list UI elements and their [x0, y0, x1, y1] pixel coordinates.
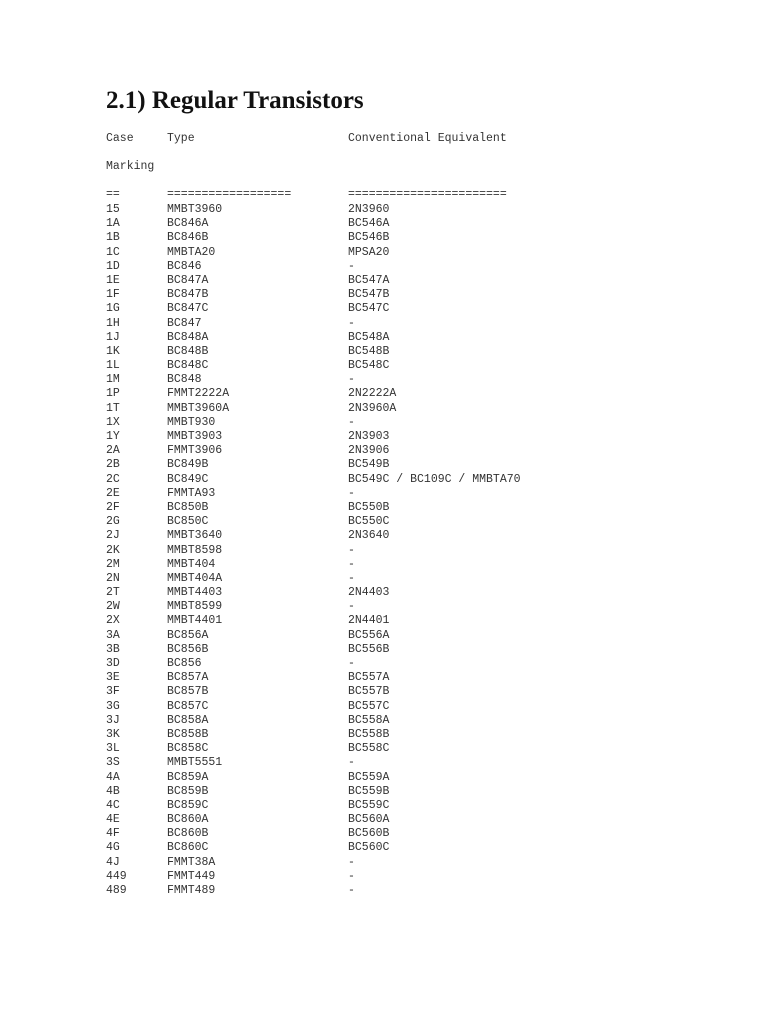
cell-type: BC846A: [167, 217, 209, 231]
table-row: [0, 416, 768, 430]
cell-marking: 2G: [106, 515, 120, 529]
cell-type: BC850B: [167, 500, 209, 514]
table-row: [0, 771, 768, 785]
cell-marking: 1D: [106, 259, 120, 273]
cell-equivalent: BC556B: [348, 642, 390, 656]
cell-marking: 2W: [106, 600, 120, 614]
cell-equivalent: -: [348, 543, 355, 557]
cell-marking: 2A: [106, 444, 120, 458]
cell-type: FMMT489: [167, 884, 216, 897]
cell-equivalent: BC548C: [348, 359, 390, 373]
cell-equivalent: BC547A: [348, 273, 390, 287]
cell-equivalent: BC557C: [348, 699, 390, 713]
cell-equivalent: -: [348, 557, 355, 571]
table-row: [0, 359, 768, 373]
cell-marking: 4C: [106, 798, 120, 812]
cell-equivalent: BC558C: [348, 742, 390, 756]
cell-marking: 2N: [106, 571, 120, 585]
cell-marking: 4G: [106, 841, 120, 855]
separator-type: ==================: [167, 188, 292, 201]
separator-case: ==: [106, 188, 120, 201]
cell-marking: 3K: [106, 727, 120, 741]
cell-equivalent: BC549C / BC109C / MMBTA70: [348, 472, 521, 486]
cell-equivalent: 2N3960: [348, 203, 390, 216]
cell-marking: 1M: [106, 373, 120, 387]
cell-type: BC859C: [167, 798, 209, 812]
table-row: [0, 756, 768, 770]
table-row: [0, 444, 768, 458]
cell-equivalent: -: [348, 259, 355, 273]
cell-equivalent: BC550B: [348, 500, 390, 514]
cell-type: BC856B: [167, 642, 209, 656]
cell-type: MMBT404A: [167, 571, 223, 585]
cell-equivalent: BC558B: [348, 727, 390, 741]
cell-equivalent: BC547B: [348, 288, 390, 302]
cell-type: BC856: [167, 657, 202, 670]
cell-type: MMBT3903: [167, 430, 223, 443]
cell-type: MMBT8599: [167, 600, 223, 614]
table-row: [0, 274, 768, 288]
cell-type: BC847: [167, 316, 202, 330]
cell-marking: 1J: [106, 330, 120, 344]
cell-marking: 15: [106, 203, 120, 216]
cell-type: BC849C: [167, 472, 209, 486]
table-row: [0, 742, 768, 756]
cell-equivalent: BC560A: [348, 813, 390, 827]
cell-marking: 1K: [106, 344, 120, 358]
cell-type: MMBT4401: [167, 614, 223, 628]
cell-marking: 489: [106, 884, 127, 897]
cell-type: BC857C: [167, 699, 209, 713]
cell-equivalent: BC560C: [348, 841, 390, 855]
cell-equivalent: 2N2222A: [348, 387, 397, 401]
cell-equivalent: 2N3960A: [348, 401, 397, 415]
table-row: [0, 473, 768, 487]
cell-marking: 2E: [106, 486, 120, 500]
cell-marking: 3G: [106, 699, 120, 713]
cell-equivalent: BC560B: [348, 827, 390, 841]
cell-type: BC848: [167, 373, 202, 387]
table-row: [0, 260, 768, 274]
table-row: [0, 841, 768, 855]
cell-marking: 2F: [106, 500, 120, 514]
cell-type: MMBT3960A: [167, 401, 230, 415]
cell-equivalent: BC546A: [348, 217, 390, 231]
cell-marking: 1B: [106, 231, 120, 245]
cell-type: BC850C: [167, 515, 209, 529]
table-row: [0, 629, 768, 643]
cell-marking: 1C: [106, 245, 120, 259]
cell-equivalent: 2N4403: [348, 586, 390, 600]
cell-marking: 449: [106, 869, 127, 883]
cell-equivalent: BC556A: [348, 628, 390, 642]
table-row: [0, 430, 768, 444]
cell-type: BC849B: [167, 458, 209, 472]
header-case: Case: [106, 132, 134, 145]
table-row: [0, 231, 768, 245]
cell-equivalent: BC550C: [348, 515, 390, 529]
cell-type: MMBT8598: [167, 543, 223, 557]
cell-equivalent: -: [348, 855, 355, 869]
cell-type: BC860A: [167, 813, 209, 827]
cell-equivalent: BC549B: [348, 458, 390, 472]
cell-equivalent: 2N4401: [348, 614, 390, 628]
table-row: [0, 317, 768, 331]
cell-marking: 1H: [106, 316, 120, 330]
cell-equivalent: BC559B: [348, 784, 390, 798]
cell-marking: 2M: [106, 557, 120, 571]
cell-equivalent: BC548B: [348, 344, 390, 358]
table-row: [0, 856, 768, 870]
table-row: [0, 458, 768, 472]
cell-marking: 2B: [106, 458, 120, 472]
cell-marking: 3J: [106, 713, 120, 727]
cell-type: MMBT5551: [167, 756, 223, 770]
table-row: [0, 544, 768, 558]
header-marking: Marking: [106, 160, 155, 173]
cell-type: BC858C: [167, 742, 209, 756]
cell-marking: 3F: [106, 685, 120, 699]
cell-marking: 1G: [106, 302, 120, 316]
header-type: Type: [167, 132, 195, 145]
table-row: [0, 600, 768, 614]
cell-type: MMBT4403: [167, 586, 223, 600]
table-row: [0, 685, 768, 699]
cell-equivalent: BC547C: [348, 302, 390, 316]
table-row: [0, 586, 768, 600]
cell-marking: 1X: [106, 415, 120, 429]
cell-type: FMMT38A: [167, 855, 216, 869]
cell-type: BC847C: [167, 302, 209, 316]
table-row: [0, 884, 768, 898]
table-row: [0, 558, 768, 572]
cell-marking: 2X: [106, 614, 120, 628]
cell-type: FMMT2222A: [167, 387, 230, 401]
cell-equivalent: -: [348, 571, 355, 585]
table-row: [0, 728, 768, 742]
cell-marking: 4J: [106, 855, 120, 869]
cell-equivalent: BC559C: [348, 798, 390, 812]
table-row: [0, 402, 768, 416]
cell-type: FMMTA93: [167, 486, 216, 500]
cell-equivalent: -: [348, 415, 355, 429]
cell-type: BC846B: [167, 231, 209, 245]
table-row: [0, 288, 768, 302]
table-row: [0, 827, 768, 841]
cell-equivalent: -: [348, 373, 355, 387]
table-row: [0, 572, 768, 586]
cell-marking: 2T: [106, 586, 120, 600]
cell-type: BC858B: [167, 727, 209, 741]
table-row: [0, 203, 768, 217]
cell-marking: 4B: [106, 784, 120, 798]
cell-type: BC848A: [167, 330, 209, 344]
cell-marking: 4A: [106, 770, 120, 784]
cell-type: MMBTA20: [167, 245, 216, 259]
table-row: [0, 813, 768, 827]
cell-type: BC860B: [167, 827, 209, 841]
cell-equivalent: BC559A: [348, 770, 390, 784]
cell-marking: 3L: [106, 742, 120, 756]
cell-equivalent: BC548A: [348, 330, 390, 344]
cell-marking: 1L: [106, 359, 120, 373]
table-row: [0, 246, 768, 260]
table-row: [0, 700, 768, 714]
transistor-table: [0, 203, 768, 898]
cell-marking: 3S: [106, 756, 120, 770]
cell-equivalent: -: [348, 869, 355, 883]
cell-marking: 1E: [106, 273, 120, 287]
cell-type: BC859B: [167, 784, 209, 798]
table-row: [0, 501, 768, 515]
cell-equivalent: MPSA20: [348, 245, 390, 259]
cell-type: FMMT449: [167, 869, 216, 883]
cell-equivalent: 2N3906: [348, 444, 390, 458]
cell-marking: 3A: [106, 628, 120, 642]
cell-marking: 3E: [106, 671, 120, 685]
table-row: [0, 387, 768, 401]
cell-marking: 4E: [106, 813, 120, 827]
cell-marking: 2J: [106, 529, 120, 543]
cell-marking: 1P: [106, 387, 120, 401]
cell-type: BC847A: [167, 273, 209, 287]
table-row: [0, 331, 768, 345]
cell-equivalent: BC558A: [348, 713, 390, 727]
cell-equivalent: BC546B: [348, 231, 390, 245]
cell-type: BC847B: [167, 288, 209, 302]
cell-equivalent: 2N3903: [348, 430, 390, 443]
table-row: [0, 785, 768, 799]
cell-type: MMBT404: [167, 557, 216, 571]
separator-equivalent: =======================: [348, 188, 507, 201]
cell-type: MMBT930: [167, 415, 216, 429]
table-row: [0, 373, 768, 387]
cell-marking: 2K: [106, 543, 120, 557]
table-row: [0, 217, 768, 231]
cell-type: BC857B: [167, 685, 209, 699]
table-row: [0, 870, 768, 884]
cell-equivalent: BC557B: [348, 685, 390, 699]
table-row: [0, 657, 768, 671]
cell-marking: 3B: [106, 642, 120, 656]
cell-type: BC848B: [167, 344, 209, 358]
cell-marking: 1A: [106, 217, 120, 231]
page-title: 2.1) Regular Transistors: [106, 87, 364, 114]
cell-equivalent: BC557A: [348, 671, 390, 685]
cell-marking: 1F: [106, 288, 120, 302]
cell-type: BC846: [167, 259, 202, 273]
table-row: [0, 714, 768, 728]
cell-equivalent: -: [348, 316, 355, 330]
cell-type: BC858A: [167, 713, 209, 727]
table-row: [0, 643, 768, 657]
table-row: [0, 529, 768, 543]
table-row: [0, 799, 768, 813]
cell-marking: 1T: [106, 401, 120, 415]
cell-marking: 3D: [106, 657, 120, 670]
header-equivalent: Conventional Equivalent: [348, 132, 507, 145]
cell-marking: 4F: [106, 827, 120, 841]
cell-equivalent: 2N3640: [348, 529, 390, 543]
cell-type: MMBT3640: [167, 529, 223, 543]
cell-type: FMMT3906: [167, 444, 223, 458]
cell-type: BC857A: [167, 671, 209, 685]
cell-equivalent: -: [348, 657, 355, 670]
cell-type: BC848C: [167, 359, 209, 373]
table-row: [0, 671, 768, 685]
table-row: [0, 345, 768, 359]
cell-type: BC860C: [167, 841, 209, 855]
cell-equivalent: -: [348, 600, 355, 614]
table-row: [0, 614, 768, 628]
cell-type: BC856A: [167, 628, 209, 642]
cell-type: BC859A: [167, 770, 209, 784]
cell-type: MMBT3960: [167, 203, 223, 216]
cell-marking: 2C: [106, 472, 120, 486]
cell-equivalent: -: [348, 884, 355, 897]
cell-marking: 1Y: [106, 430, 120, 443]
cell-equivalent: -: [348, 486, 355, 500]
table-row: [0, 487, 768, 501]
table-row: [0, 515, 768, 529]
table-row: [0, 302, 768, 316]
cell-equivalent: -: [348, 756, 355, 770]
